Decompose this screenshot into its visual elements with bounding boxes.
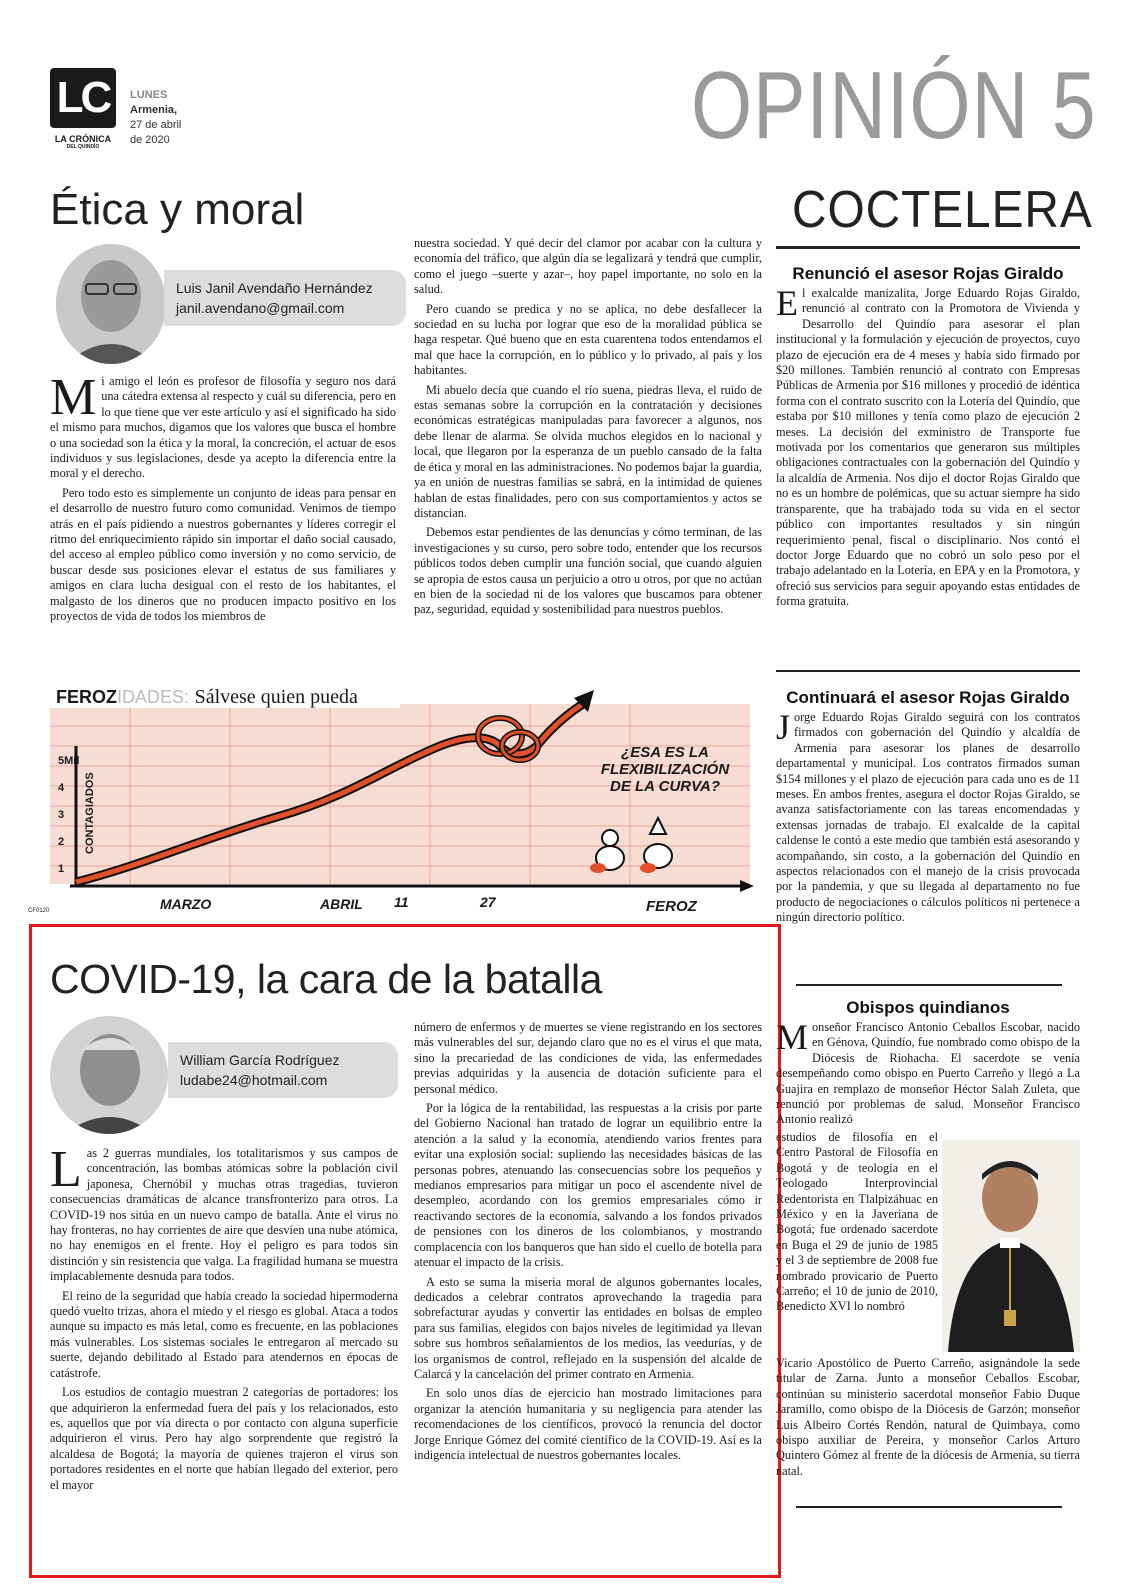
author2-portrait-icon	[50, 1016, 168, 1134]
dateline-day: LUNES	[130, 89, 168, 101]
coctelera-title: COCTELERA	[792, 181, 1093, 239]
cartoon-signature: FEROZ	[646, 898, 697, 915]
cartoon	[28, 686, 762, 916]
coctelera-item-text: Monseñor Francisco Antonio Ceballos Escobar, nacido en Génova, Quindío, fue nombrado como obispo de la Diócesis de Riohacha. El sacerdote se venía desempeñando como obispo en Puerto Carreño y llegó a La Guajira en remplazo de monseñor Héctor Salah Zuleta, que renunció por problemas de salud. Monseñor Francisco Antonio realizó	[776, 1017, 1080, 1127]
article2-paragraph: número de enfermos y de muertes se viene registrando en los sectores más vulnerables del sur, dejando claro que no es el virus el que mata, sino la precariedad de las condiciones de vida, las enfermedades previas adquiridas y la ausencia de dotación suficiente para el personal médico.	[414, 1020, 762, 1096]
coctelera-item-title: Continuará el asesor Rojas Giraldo	[786, 688, 1070, 707]
article1-paragraph: Mi amigo el león es profesor de filosofía y seguro nos dará una cátedra extensa al respecto y cuál su diferencia, pero en lo que tiene que ver este artículo y así el significado ha sido el mismo para muchos, digamos que los valores que busca el hombre o una sociedad son la ética y la moral, la concreción, el actuar de esos individuos y sus legislaciones, desde ya acepto la diferencia entre la moral y el derecho.	[50, 369, 396, 481]
cartoon-xtick: ABRIL	[320, 896, 363, 912]
coctelera-item-text-side: estudios de filosofía en el Centro Pastoral de Filosofía en Bogotá y de teología en el Teologado Interprovincial Redentorista en Tlalpizáhuac en México y en la Javeriana de Bogotá; fue ordenado sacerdote en Buga el 29 de junio de 1985 y el 3 de septiembre de 2008 fue nombrado provicario de Puerto Carreño; el 10 de junio de 2010, Benedicto XVI lo nombró	[776, 1130, 938, 1314]
cartoon-code: CF0120	[28, 908, 50, 914]
coctelera-item-text: Jorge Eduardo Rojas Giraldo seguirá con los contratos firmados con gobernación del Quindío y alcaldía de Armenia para asesorar los planes de desarrollo departamental y municipal. Los contratos firmados suman $154 millones y el plazo de ejecución para cada uno es de 11 meses. En ambos frentes, asegura el doctor Rojas Giraldo, se avanza satisfactoriamente con las tareas encomendadas y extensas jornadas de trabajo. El exalcalde de la capital caldense le contó a este medio que también está asesorando y acompañando, sin costo, a la gobernación del Quindío en aspectos relacionados con el manejo de la crisis provocada por la pandemia, y que su llegada al departamento no fue producto de negociaciones o cálculos políticos ni pertenece a ningún directorio político.	[776, 707, 1080, 925]
logo-name: LA CRÓNICA	[54, 134, 112, 144]
coctelera-dropcap: M	[776, 1017, 809, 1057]
author2-photo	[50, 1016, 168, 1134]
article1-paragraph: Pero todo esto es simplemente un conjunto de ideas para pensar en el desarrollo de nuestro futuro como comunidad. Venimos de tiempo atrás en el país pidiendo a nuestros gobernantes y líderes corregir el ritmo del enriquecimiento rápido sin importar el daño social causado, del acceso al empleo público como inversión y no como servicio, de buscar desde sus posiciones elevar el estatus de sus familiares y amigos en clara lucha desigual con el resto de los habitantes, el malgasto de los dineros que no producen impacto positivo en los proyectos de vida de todos los miembros de	[50, 485, 396, 624]
article2-paragraph: Por la lógica de la rentabilidad, las respuestas a la crisis por parte del Gobierno Nacional han tratado de lograr un equilibrio entre la atención a la salud y la economía, atendiendo varios frentes para evitar una explosión social: supliendo las necesidades básicas de las personas pobres, atenuando las consecuencias sobre los pequeños y medianos empresarios para mitigar un poco el ascendente nivel de desempleo, acordando con los gremios empresariales cómo ir reactivando sectores de la economía, salvando a los fondos privados de pensiones con los dineros de los colombianos, y mostrando complacencia con los banqueros que han sido el cuello de botella para atenuar el impacto de la crisis.	[414, 1101, 762, 1270]
coctelera-divider	[796, 984, 1062, 986]
logo-subtitle: DEL QUINDÍO	[66, 144, 100, 150]
article2-title: COVID-19, la cara de la batalla	[50, 956, 602, 1002]
author2-box	[168, 1042, 398, 1098]
author1-photo	[56, 244, 166, 364]
cartoon-ytick: 3	[58, 809, 65, 821]
article1-column1	[50, 369, 396, 629]
cartoon-speech-line: ¿ESA ES LA	[621, 744, 709, 761]
article1-paragraph: Mi abuelo decía que cuando el río suena, piedras lleva, el ruido de estas semanas sobre la corrupción en la contratación y decisiones económicas estratégicas manipuladas para favorecer a algunos, nos debe llenar de alarma. Se olvida muchos elegidos en lo nacional y local, que llegaron por la esperanza de un pueblo cansado de la falta de ética y moral en las administraciones. No podemos bajar la guardia, ya en unión de nuestras familias se sabrá, en la intimidad de quienes hablan de estas finalidades, pero con sus comportamientos y actos se distancian.	[414, 382, 762, 520]
cartoon-xtick: 11	[394, 894, 409, 910]
coctelera-item-text-bottom: Vicario Apostólico de Puerto Carreño, asignándole la sede titular de Zarna. Junto a monseñor Ceballos Escobar, continúan su ministerio sacerdotal monseñor Fabio Duque Jaramillo, como obispo de la Diócesis de Garzón; monseñor Luis Albeiro Cortés Rendón, natural de Quimbaya, como obispo auxiliar de Pereira, y monseñor Carlos Arturo Quintero Gómez al frente de la diócesis de Armenia, su tierra natal.	[776, 1356, 1080, 1478]
article2-column1	[50, 1141, 398, 1497]
cartoon-speech-line: FLEXIBILIZACIÓN	[600, 761, 730, 778]
article1-paragraph: nuestra sociedad. Y qué decir del clamor por acabar con la cultura y economía del tráfico, que algún día se legalizará y tendrá que cumplir, como el juego –suerte y azar–, hoy papel importante, no solo en la salud.	[414, 236, 762, 297]
coctelera-divider	[776, 670, 1080, 672]
author1-portrait-icon	[56, 244, 166, 364]
cartoon-ytick: 1	[58, 863, 65, 875]
dateline-city: Armenia,	[130, 104, 178, 116]
cartoon-xtick: MARZO	[160, 896, 212, 912]
coctelera-item-text: El exalcalde manizalita, Jorge Eduardo Rojas Giraldo, renunció al contrato con la Promotora de Vivienda y Desarrollo del Quindío para asesorar el plan institucional y la formulación y ejecución de proyectos, cuyo plazo de ejecución era de 4 meses y había sido firmado por $20 millones. También renunció al contrato con Empresas Públicas de Armenia por $16 millones y procedió de idéntica forma con el contrato suscrito con la Lotería del Quindío, que estaba por $10 millones y tenía como plazo de ejecución 2 meses. La decisión del exministro de Transporte fue motivada por los comentarios que generaron sus múltiples obligaciones contractuales con la gobernación del Quindío y la alcaldía de Armenia. Nos dijo el doctor Rojas Giraldo que no es un hombre de polémicas, que su actuar siempre ha sido transparente, que ha trabajado toda su vida en el sector público con importantes resultados y sin ningún requerimiento penal, fiscal o disciplinario. Nos contó el doctor Jorge Eduardo que no cobró un solo peso por el trabajo adelantado en la Lotería, en EPA y en la Promotora, y ofreció sus servicios para seguir apoyando estas entidades de forma gratuita.	[776, 283, 1080, 609]
coctelera-dropcap: E	[776, 283, 798, 323]
article1-dropcap: M	[50, 369, 97, 426]
cartoon-ylabel: CONTAGIADOS	[84, 772, 96, 854]
article1-paragraph: Debemos estar pendientes de las denuncias y cómo terminan, de las investigaciones y su curso, pero sobre todo, entender que los recursos públicos todos deben cumplir una función social, que cuando alguien se apropia de estos causa un perjuicio a otro u otros, por que no actúan en bien de la sociedad ni de los valores que buscamos para obtener paz, seguridad, equidad y sostenibilidad para nuestros pueblos.	[414, 525, 762, 617]
section-title: OPINIÓN 5	[690, 52, 1096, 159]
author1-email[interactable]: janil.avendano@gmail.com	[176, 300, 345, 316]
article2-dropcap: L	[50, 1141, 82, 1198]
dateline-date-1: 27 de abril	[130, 119, 182, 131]
coctelera-bottom-rule	[796, 1506, 1062, 1508]
article1-title: Ética y moral	[50, 185, 305, 234]
coctelera-dropcap: J	[776, 707, 791, 747]
article2-paragraph: Las 2 guerras mundiales, los totalitarismos y sus campos de concentración, las bombas atómicas sobre la población civil japonesa, Chernóbil y muchas otras tragedias, tuvieron consecuencias dramáticas de alcance transfronterizo para otros. La COVID-19 nos sitúa en un nuevo campo de batalla. Ante el virus no hay fronteras, no hay corrientes de aire que desvíen una nube atómica, no hay enemigos en el frente. Hoy el peligro es para todos sin distinción y sin resistencia que valga. La fragilidad humana se muestra implacablemente desnuda para todos.	[50, 1141, 398, 1284]
author1-box	[164, 270, 406, 326]
cartoon-ytick: 4	[58, 782, 65, 794]
newspaper-logo	[50, 68, 116, 154]
bishop-portrait-icon	[942, 1140, 1080, 1352]
article2-paragraph: A esto se suma la miseria moral de algunos gobernantes locales, dedicados a celebrar contratos aprovechando la tragedia para sobrefacturar ayudas y convertir las entidades en bolsas de empleo para sus familias, elegidos con bajos niveles de legitimidad ya llevan sobre sus hombros señalamientos de los medios, las veedurías, y de los organismos de control, reflejado en la suspensión del alcalde de Calarcá y la cancelación del primer contrato en Armenia.	[414, 1274, 762, 1381]
cartoon-ytick: 5Mil	[58, 755, 80, 767]
cartoon-speech-line: DE LA CURVA?	[610, 778, 720, 795]
author1-name: Luis Janil Avendaño Hernández	[176, 280, 373, 296]
cartoon-drawing	[50, 686, 762, 916]
dateline-date-2: de 2020	[130, 134, 170, 146]
author2-email[interactable]: ludabe24@hotmail.com	[180, 1072, 328, 1088]
bishop-photo	[942, 1140, 1080, 1352]
cartoon-yticks	[58, 748, 79, 883]
cartoon-title-bold: FEROZ	[56, 687, 117, 707]
article1-column2	[414, 236, 762, 622]
article2-paragraph: En solo unos días de ejercicio han mostrado limitaciones para organizar la atención humanitaria y su negligencia para atender las recomendaciones de los científicos, provocó la renuncia del doctor Jorge Enrique Gómez del comité científico de la COVID-19. Así es la indigencia intelectual de nuestros gobernantes locales.	[414, 1386, 762, 1462]
article2-column2	[414, 1020, 762, 1467]
cartoon-xtick: 27	[480, 894, 496, 910]
cartoon-title-rest: Sálvese quien pueda	[194, 686, 358, 708]
author2-name: William García Rodríguez	[180, 1052, 340, 1068]
cartoon-ytick: 2	[58, 836, 65, 848]
cartoon-speech	[590, 744, 740, 795]
coctelera-item-title: Obispos quindianos	[846, 998, 1010, 1017]
dateline	[130, 88, 181, 148]
article2-paragraph: El reino de la seguridad que había creado la sociedad hipermoderna quedó vuelto trizas, ahora el miedo y el riesgo es global. Ataca a todos aunque su impacto es más letal, como es frecuente, en las poblaciones más vulnerables. Los sistemas sociales le entregaron al mercado su suerte, dejando debilitado al Estado para atendernos en épocas de catástrofe.	[50, 1288, 398, 1380]
cartoon-title-light: IDADES:	[117, 687, 190, 707]
logo-mark: LC	[50, 68, 116, 128]
coctelera-rule	[776, 246, 1080, 249]
article1-paragraph: Pero cuando se predica y no se aplica, no debe desfallecer la sociedad en su lucha por lograr que eso de la moralidad pública se haga respetar. Qué bueno que en esta cuarentena todos entendamos el mal que hace la corrupción, en lo público y lo privado, al país y los habitantes.	[414, 301, 762, 378]
coctelera-item-title: Renunció el asesor Rojas Giraldo	[792, 264, 1064, 283]
cartoon-title	[56, 686, 358, 708]
article2-paragraph: Los estudios de contagio muestran 2 categorías de portadores: los que adquirieron la enfermedad fuera del país y los relacionados, esto es, aquellos que por vía directa o por contacto con alguna superficie adquirieron el virus. Pero hay algo sorprendente que registró la alcaldesa de Bogotá; la mayoría de quienes trajeron el virus son portadores residentes en el norte que habían llegado del exterior, pero el mayor	[50, 1385, 398, 1492]
